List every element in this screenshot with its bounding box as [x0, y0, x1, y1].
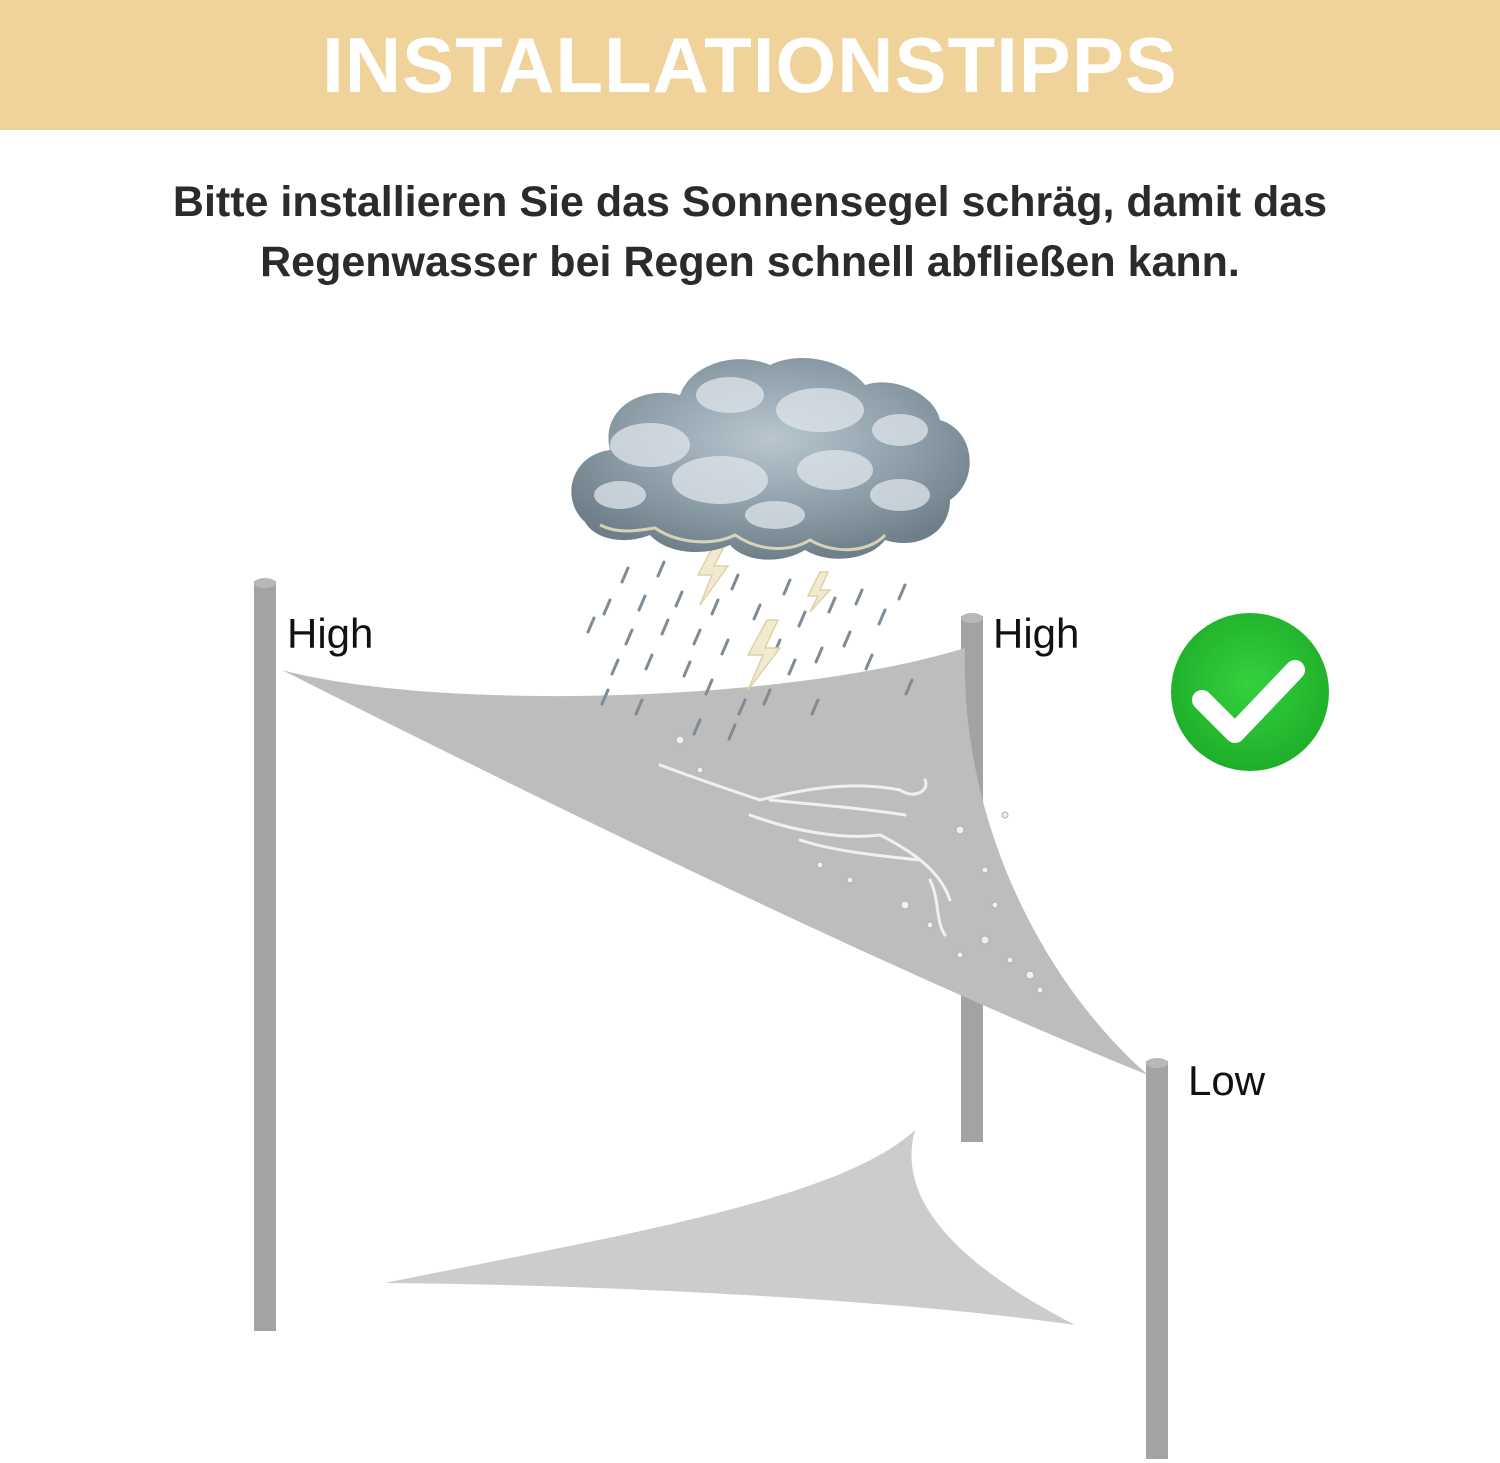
check-mark-icon	[1171, 613, 1329, 771]
label-left-pole: High	[287, 610, 374, 657]
pole-middle-cap	[961, 613, 983, 623]
sail-shadow	[385, 1130, 1075, 1325]
page-title: INSTALLATIONSTIPPS	[322, 21, 1178, 109]
instruction-line-1: Bitte installieren Sie das Sonnensegel schräg, damit das	[172, 178, 1328, 226]
pole-right-cap	[1146, 1058, 1168, 1068]
label-right-pole: Low	[1188, 1057, 1266, 1104]
pole-left-cap	[254, 578, 276, 588]
lightning-bolt-icon	[698, 543, 830, 690]
label-middle-pole: High	[993, 610, 1080, 657]
sun-sail	[282, 648, 1148, 1075]
storm-cloud-icon	[571, 358, 969, 560]
pole-right	[1146, 1061, 1168, 1459]
pole-left	[254, 581, 276, 1331]
instruction-line-2: Regenwasser bei Regen schnell abfließen kann.	[260, 238, 1240, 286]
